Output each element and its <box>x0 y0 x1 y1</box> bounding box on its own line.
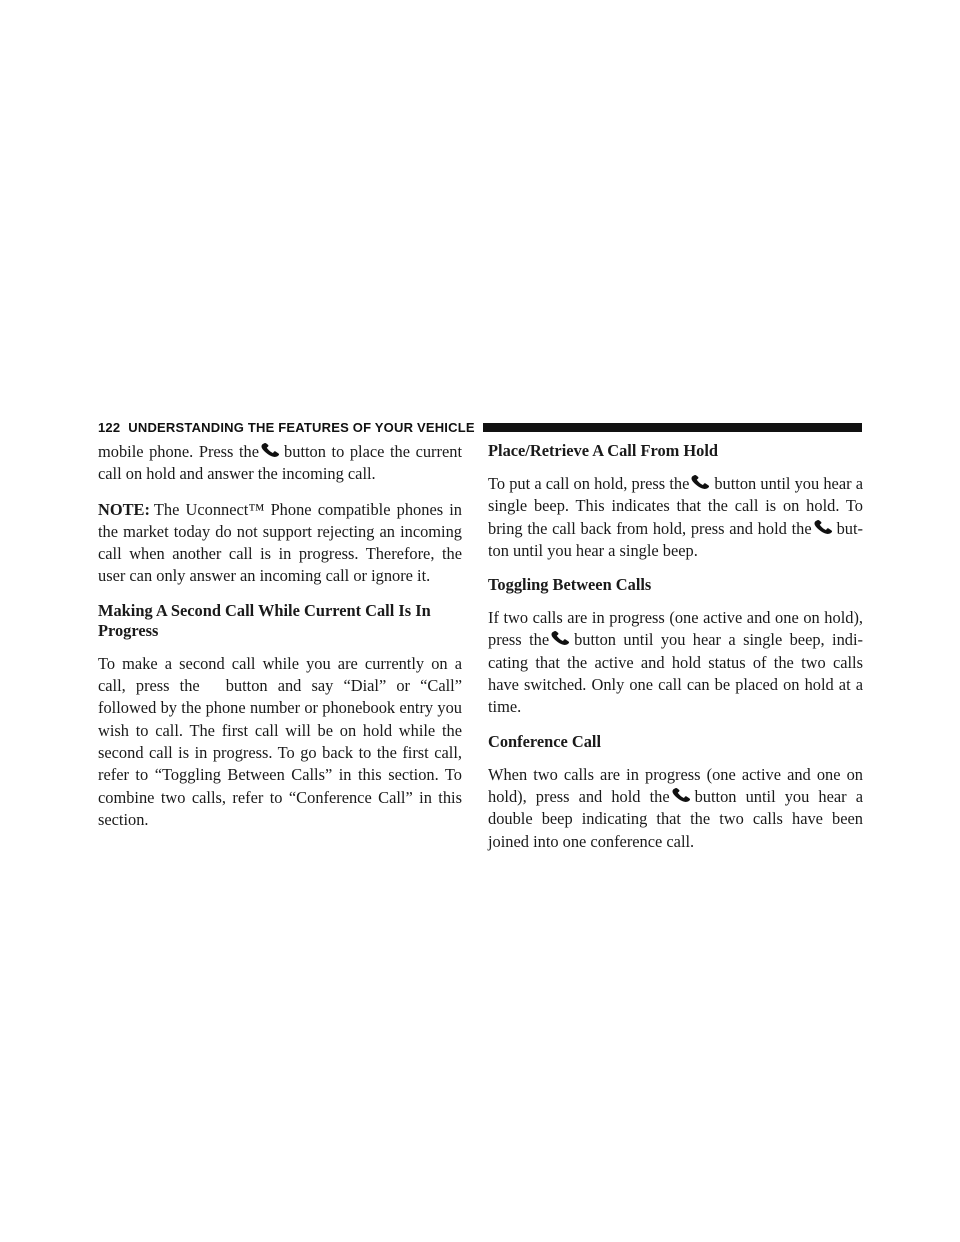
page-header <box>98 418 862 436</box>
paragraph-hold: To put a call on hold, press the button until you hear a single beep. This indicates that the call is on hold. To bring the call back from hold, press and hold the but-ton until you hear a single beep. <box>488 474 863 560</box>
phone-icon <box>260 443 281 458</box>
note-label: NOTE: <box>98 499 150 519</box>
heading-second-call: Making A Second Call While Current Call Is In Progress <box>98 600 431 640</box>
heading-toggle: Toggling Between Calls <box>488 575 652 595</box>
paragraph-second-call: To make a second call while you are currently on a call, press the button and say “Dial” or “Call” followed by the phone number or phonebook entry you wish to call. The first call will be on hold while the second call is in progress. To go back to the first call, refer to “Toggling Between Calls” in this section. To combine two calls, refer to “Conference Call” in this section. <box>98 653 462 829</box>
header-rule <box>483 423 862 432</box>
phone-icon <box>671 788 692 803</box>
paragraph-answer-second: mobile phone. Press the button to place the current call on hold and answer the incoming call. <box>98 442 462 484</box>
phone-icon <box>550 631 571 646</box>
note-paragraph: NOTE: The Uconnect™ Phone compatible phones in the market today do not support rejecting an incoming call when another call is in progress. Therefore, the user can only answer an incoming call or ignore it. <box>98 499 462 586</box>
section-title: UNDERSTANDING THE FEATURES OF YOUR VEHICLE <box>128 419 475 435</box>
heading-conference: Conference Call <box>488 731 602 751</box>
phone-icon <box>690 475 711 490</box>
left-column <box>98 441 462 844</box>
paragraph-toggle: If two calls are in progress (one active and one on hold), press the button until you hear a single beep, indi-cating that the active and hold status of the two calls have switched. Only one call can be placed on hold at a time. <box>488 608 863 717</box>
right-column <box>488 441 863 866</box>
paragraph-conference: When two calls are in progress (one active and one on hold), press and hold the button until you hear a double beep indicating that the two calls have been joined into one conference call. <box>488 764 863 851</box>
page-number: 122 <box>98 419 121 435</box>
phone-icon <box>813 520 834 535</box>
heading-hold: Place/Retrieve A Call From Hold <box>488 441 719 460</box>
